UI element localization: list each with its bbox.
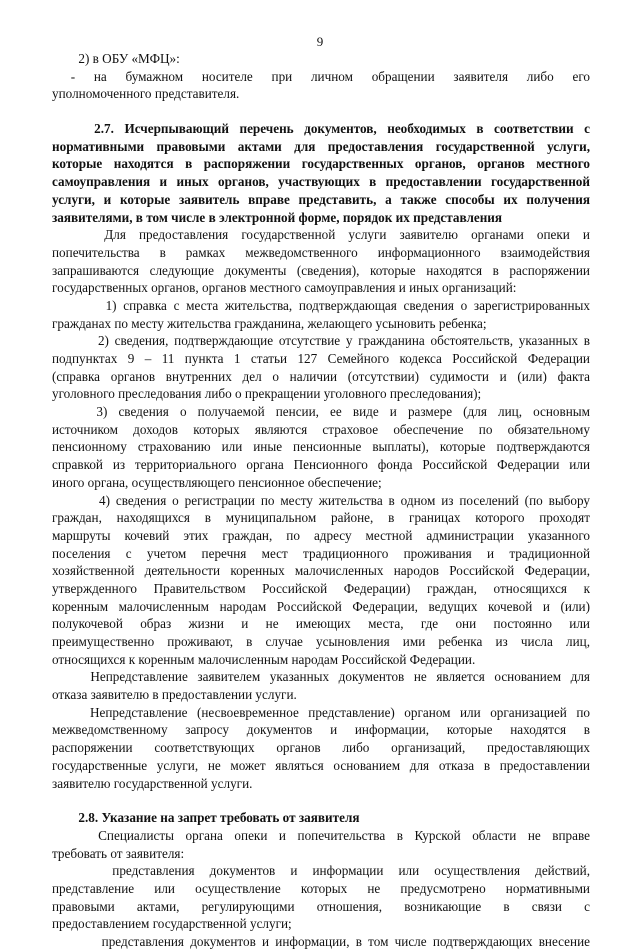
text-line: 2.7. Исчерпывающий перечень документов, необходимых в соответствии с (52, 121, 590, 137)
text-line: 2.8. Указание на запрет требовать от заявителя (52, 810, 360, 826)
text-line: коренным малочисленным народам Российской Федерации, ведущих кочевой и (или) (52, 598, 590, 614)
text-line: уголовного преследования либо о прекращении уголовного преследования); (52, 386, 482, 402)
text-line: представления документов и информации, в том числе подтверждающих внесение (52, 934, 590, 949)
text-line: Непредставление заявителем указанных документов не является основанием для (52, 669, 590, 685)
text-line: представление или осуществление которых не предусмотрено нормативными (52, 880, 590, 896)
text-line: граждан, находящихся в муниципальном районе, в границах которого проходят (52, 510, 590, 526)
text-line: 2) в ОБУ «МФЦ»: (52, 51, 180, 66)
text-line: справкой из территориального органа Пенсионного фонда Российской Федерации или (52, 457, 590, 473)
text-line: 1) справка с места жительства, подтверждающая сведения о зарегистрированных (52, 297, 590, 313)
text-line: требовать от заявителя: (52, 845, 185, 861)
page-number: 9 (316, 34, 324, 49)
section-2-7-body (52, 226, 590, 792)
text-line: пенсионному страхованию или иные пенсионные выплаты), которые подтверждаются (52, 439, 590, 455)
text-line: Специалисты органа опеки и попечительства в Курской области не вправе (52, 827, 590, 843)
text-line: относящихся к коренным малочисленным народам Российской Федерации. (52, 651, 476, 667)
text-line: маршруты кочевий этих граждан, по адресу местной администрации указанного (52, 527, 590, 543)
text-line: - на бумажном носителе при личном обращении заявителя либо его (52, 68, 590, 84)
section-2-7-title (52, 120, 590, 226)
text-line: государственные услуги, не может являться основанием для отказа в предоставлении (52, 757, 590, 773)
text-line: подпунктах 9 – 11 пункта 1 статьи 127 Семейного кодекса Российской Федерации (52, 351, 590, 366)
text-line: преимущественно проживают, в случае усыновления ими ребенка из числа лиц, (52, 634, 590, 649)
text-line: Для предоставления государственной услуги заявителю органами опеки и (52, 227, 590, 243)
text-line: утвержденного Правительством Российской Федерации) граждан, относящихся к (52, 580, 590, 596)
text-line: межведомственному запросу документов и информации, которые находятся в (52, 722, 590, 738)
paragraph-gap (52, 792, 590, 809)
section-2-8-title (52, 809, 590, 827)
section-2-8-body (52, 827, 590, 951)
text-line: правовыми актами, регулирующими отношения, возникающие в связи с (52, 898, 590, 914)
text-line: 2) сведения, подтверждающие отсутствие у гражданина обстоятельств, указанных в (52, 333, 590, 349)
text-line: нормативными правовыми актами для предоставления государственной услуги, (52, 138, 590, 154)
text-line: поселения с учетом перечня мест традиционного проживания и традиционной (52, 545, 590, 561)
text-line: гражданах по месту жительства гражданина, желающего усыновить ребенка; (52, 315, 487, 331)
text-line: источником доходов которых являются страховое обеспечение по обязательному (52, 421, 590, 437)
paragraph-gap (52, 103, 590, 120)
text-line: отказа заявителю в предоставлении услуги. (52, 687, 297, 703)
text-line: иного органа, осуществляющего пенсионное обеспечение; (52, 474, 382, 490)
text-line: Непредставление (несвоевременное представление) органом или организацией по (52, 704, 590, 720)
text-line: предоставлением государственной услуги; (52, 916, 292, 932)
text-line: 3) сведения о получаемой пенсии, ее виде и размере (для лиц, основным (52, 404, 590, 420)
text-line: заявителями, в том числе в электронной форме, порядок их представления (52, 209, 503, 225)
text-line: запрашиваются следующие документы (сведения), которые находятся в распоряжении (52, 262, 590, 278)
text-line: хозяйственной деятельности коренных малочисленных народов Российской Федерации, (52, 563, 590, 579)
text-line: полукочевой образ жизни и не имеющих места, где они постоянно или (52, 616, 590, 632)
text-line: услуги, и которые заявитель вправе представить, а также способы их получения (52, 191, 590, 207)
document-body (52, 50, 590, 951)
text-line: которые находятся в распоряжении государственных органов, органов местного (52, 156, 590, 172)
text-line: представления документов и информации или осуществления действий, (52, 863, 590, 879)
text-line: 4) сведения о регистрации по месту жительства в одном из поселений (по выбору (52, 492, 590, 508)
mfc-header (52, 50, 590, 103)
text-line: (справка органов внутренних дел о наличии (отсутствии) судимости и (или) факта (52, 368, 590, 384)
text-line: попечительства в рамках межведомственного информационного взаимодействия (52, 244, 590, 260)
text-line: самоуправления и иных органов, участвующих в предоставлении государственной (52, 174, 590, 190)
text-line: уполномоченного представителя. (52, 86, 240, 102)
text-line: распоряжении соответствующих органов либо организаций, предоставляющих (52, 740, 590, 756)
text-line: заявителю государственной услуги. (52, 775, 253, 791)
text-line: государственных органов, органов местного самоуправления и иных организаций: (52, 280, 517, 296)
